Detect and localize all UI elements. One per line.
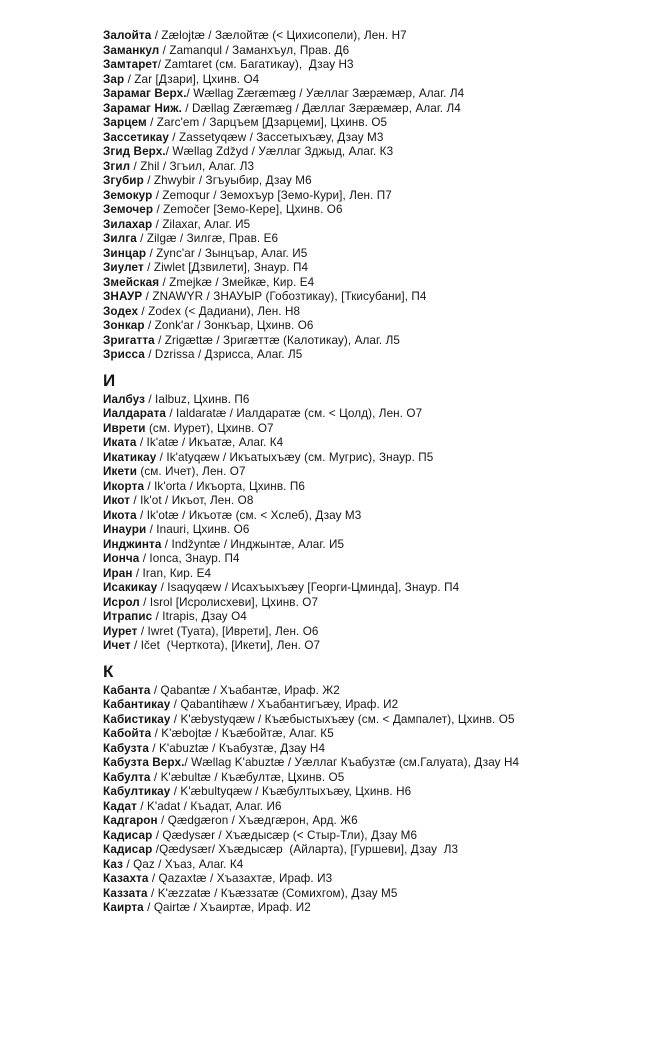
- entry-details: / Isaqyqæw / Исахъыхъæу [Георги-Цминда], Знаур. П4: [157, 581, 460, 594]
- entry-details: / K'æbystyqæw / Къæбыстыхъæу (см. < Дампалет), Цхинв. О5: [170, 712, 515, 726]
- toponym-entry: [103, 639, 583, 654]
- toponym-entry: [103, 887, 583, 902]
- entry-details: / Wællag Zdžyd / Уæллаг Зджыд, Алаг. К3: [165, 145, 394, 158]
- toponym-entry: [103, 29, 583, 44]
- entry-headword: Змейская: [103, 275, 160, 289]
- entry-headword: Кабистикау: [103, 712, 171, 726]
- entry-headword: Зарцем: [103, 116, 147, 129]
- entry-details: / K'æbultæ / Къæбултæ, Цхинв. О5: [150, 770, 345, 784]
- toponym-entry: [103, 610, 583, 625]
- entry-details: / Zrigættæ / Зригæттæ (Калотикау), Алаг. Л5: [154, 333, 401, 347]
- toponym-entry: [103, 73, 583, 88]
- entry-details: / Ik'orta / Икъорта, Цхинв. П6: [144, 479, 305, 493]
- entry-headword: Кабузта: [103, 741, 149, 755]
- entry-headword: Кабузта Верх.: [103, 756, 185, 769]
- entry-headword: Икорта: [103, 479, 145, 493]
- entry-headword: Исакикау: [103, 581, 158, 594]
- entry-details: / Ik'otæ / Икъотæ (см. < Хслеб), Дзау М3: [136, 508, 362, 522]
- entry-headword: Кадат: [103, 799, 137, 813]
- toponym-entry: [103, 509, 583, 524]
- entry-headword: Земочер: [103, 203, 154, 216]
- entry-details: / K'æzzatæ / Къæззатæ (Сомихгом), Дзау М5: [147, 886, 398, 900]
- toponym-entry: [103, 131, 583, 146]
- entry-headword: Казахта: [103, 872, 149, 885]
- toponym-entry: [103, 393, 583, 408]
- entry-headword: Зарамаг Верх.: [103, 87, 187, 100]
- entry-details: / Ialbuz, Цхинв. П6: [145, 392, 250, 406]
- entry-details: / Iwret (Туата), [Иврети], Лен. О6: [137, 624, 319, 638]
- entry-details: / Ik'atæ / Икъатæ, Алаг. К4: [136, 436, 284, 449]
- entry-details: / Ziwlet [Дзвилети], Знаур. П4: [143, 261, 309, 274]
- toponym-entry: [103, 771, 583, 786]
- entry-headword: Каз: [103, 857, 124, 871]
- toponym-entry: [103, 203, 583, 218]
- entry-details: (см. Иурет), Цхинв. О7: [145, 421, 274, 435]
- entry-details: / Zhwybir / Згъуыбир, Дзау М6: [143, 174, 312, 187]
- entry-details: (см. Ичет), Лен. О7: [137, 465, 246, 478]
- entry-details: / Ionca, Знаур. П4: [139, 552, 240, 565]
- entry-headword: Зрисса: [103, 348, 145, 361]
- toponym-entry: [103, 480, 583, 495]
- entry-headword: Инаури: [103, 523, 147, 536]
- entry-details: / Qaz / Хъаз, Алаг. К4: [123, 857, 244, 871]
- entry-headword: Каирта: [103, 901, 144, 914]
- toponym-entry: [103, 698, 583, 713]
- entry-details: / Zonk'ar / Зонкъар, Цхинв. О6: [144, 319, 314, 332]
- toponym-entry: [103, 407, 583, 422]
- toponym-entry: [103, 785, 583, 800]
- entry-headword: Кабулта: [103, 770, 151, 784]
- entry-details: / Iran, Кир. Е4: [132, 566, 212, 580]
- entry-details: / Wællag Zæræmæg / Уæллаг Зæрæмæр, Алаг. Л4: [186, 87, 465, 100]
- entry-details: / Zarc'em / Зарцъем [Дзарцеми], Цхинв. О5: [146, 116, 388, 129]
- toponym-entry: [103, 348, 583, 363]
- toponym-entry: [103, 451, 583, 466]
- toponym-entry: [103, 87, 583, 102]
- toponym-entry: [103, 334, 583, 349]
- toponym-entry: [103, 523, 583, 538]
- entry-headword: Залойта: [103, 29, 152, 42]
- toponym-entry: [103, 319, 583, 334]
- toponym-entry: [103, 44, 583, 59]
- entry-headword: Згид Верх.: [103, 145, 166, 158]
- section-heading: К: [103, 661, 114, 681]
- entry-details: / Zync'ar / Зынцъар, Алаг. И5: [146, 246, 308, 260]
- entry-details: / Inauri, Цхинв. О6: [146, 523, 250, 536]
- entry-details: / Indžyntæ / Инджынтæ, Алаг. И5: [161, 537, 345, 551]
- entry-headword: Зодех: [103, 304, 139, 318]
- entry-headword: Иалбуз: [103, 392, 145, 406]
- toponym-entry: [103, 247, 583, 262]
- entry-headword: Згил: [103, 159, 131, 173]
- entry-details: / Ik'ot / Икъот, Лен. О8: [130, 494, 254, 507]
- entry-details: / K'abuztæ / Къабузтæ, Дзау Н4: [148, 741, 326, 755]
- entry-details: / Qabantihæw / Хъабантигъæу, Ираф. И2: [170, 698, 399, 711]
- entry-headword: Зиулет: [103, 261, 144, 274]
- entry-headword: Кабантикау: [103, 698, 171, 711]
- toponym-entry: [103, 116, 583, 131]
- toponym-entry: [103, 538, 583, 553]
- toponym-entry: [103, 713, 583, 728]
- entry-headword: Кадисар: [103, 843, 153, 856]
- entry-details: / Itrapis, Дзау О4: [152, 610, 247, 623]
- entry-headword: Зар: [103, 72, 125, 86]
- entry-details: / Qabantæ / Хъабантæ, Ираф. Ж2: [150, 683, 340, 697]
- entry-headword: Зонкар: [103, 319, 145, 332]
- entry-details: / Qædysær / Хъæдысæр (< Стыр-Тли), Дзау М6: [152, 828, 418, 842]
- entry-headword: Исрол: [103, 595, 140, 609]
- toponym-entry: [103, 305, 583, 320]
- toponym-entry: [103, 232, 583, 247]
- section-heading: И: [103, 370, 116, 390]
- entry-details: / Zar [Дзари], Цхинв. О4: [124, 72, 260, 86]
- toponym-entry: [103, 843, 583, 858]
- entry-headword: Згубир: [103, 174, 144, 187]
- toponym-entry: [103, 276, 583, 291]
- toponym-entry: [103, 58, 583, 73]
- entry-details: / Zmejkæ / Змейкæ, Кир. Е4: [159, 275, 315, 289]
- entry-headword: Заманкул: [103, 43, 160, 57]
- toponym-entry: [103, 901, 583, 916]
- entry-details: / Qædgæron / Хъæдгæрон, Ард. Ж6: [157, 814, 358, 827]
- entry-headword: Кабойта: [103, 727, 152, 740]
- entry-headword: Иран: [103, 566, 133, 580]
- toponym-entry: [103, 567, 583, 582]
- entry-headword: Икатикау: [103, 450, 157, 464]
- toponym-entry: [103, 858, 583, 873]
- entry-headword: Икота: [103, 508, 137, 522]
- entry-headword: Инджинта: [103, 537, 162, 551]
- entry-details: / Zilgæ / Зилгæ, Прав. Е6: [136, 232, 279, 245]
- entry-details: / Qazaxtæ / Хъазахтæ, Ираф. И3: [148, 872, 333, 885]
- entry-headword: Земокур: [103, 188, 153, 202]
- entry-details: / Ičet (Черткота), [Икети], Лен. О7: [130, 639, 321, 652]
- entry-headword: Зарамаг Ниж.: [103, 101, 182, 115]
- toponym-entry: [103, 102, 583, 117]
- entry-details: / Zemoqur / Земохъур [Земо-Кури], Лен. П7: [152, 188, 392, 202]
- toponym-entry: [103, 422, 583, 437]
- entry-headword: Зилахар: [103, 217, 153, 231]
- entry-headword: Каззата: [103, 886, 148, 900]
- toponym-entry: [103, 872, 583, 887]
- entry-details: / Zilaxar, Алаг. И5: [152, 217, 251, 231]
- entry-headword: Зинцар: [103, 246, 147, 260]
- entry-headword: Кадисар: [103, 828, 153, 842]
- entry-details: / Isrol [Исролисхеви], Цхинв. О7: [139, 595, 319, 609]
- entry-headword: Зилга: [103, 232, 137, 245]
- entry-headword: Кадгарон: [103, 814, 158, 827]
- toponym-entry: [103, 189, 583, 204]
- entry-headword: Зригатта: [103, 333, 155, 347]
- entry-details: / K'æbojtæ / Къæбойтæ, Алаг. К5: [151, 727, 334, 740]
- toponym-entry: [103, 145, 583, 160]
- entry-details: / K'æbultyqæw / Къæбултыхъæу, Цхинв. Н6: [170, 785, 412, 798]
- toponym-entry: [103, 261, 583, 276]
- toponym-entry: [103, 727, 583, 742]
- entry-details: / Zamanqul / Заманхъул, Прав. Д6: [159, 43, 350, 57]
- entry-details: / Zælojtæ / Зæлойтæ (< Цихисопели), Лен. Н7: [151, 29, 407, 42]
- toponym-entry: [103, 814, 583, 829]
- entry-headword: Иврети: [103, 421, 146, 435]
- entry-details: / Zodex (< Дадиани), Лен. Н8: [138, 304, 301, 318]
- entry-details: / Dællag Zæræmæg / Дæллаг Зæрæмæр, Алаг. Л4: [181, 101, 461, 115]
- toponym-entry: [103, 684, 583, 699]
- toponym-entry: [103, 174, 583, 189]
- toponym-index: [103, 29, 583, 916]
- toponym-entry: [103, 465, 583, 480]
- entry-details: / Qairtæ / Хъаиртæ, Ираф. И2: [143, 901, 311, 914]
- toponym-entry: [103, 742, 583, 757]
- entry-headword: Кабултикау: [103, 785, 171, 798]
- toponym-entry: [103, 581, 583, 596]
- entry-details: / Wællag K'abuztæ / Уæллаг Къабузтæ (см.Галуата), Дзау Н4: [184, 756, 520, 769]
- toponym-entry: [103, 829, 583, 844]
- entry-headword: Кабанта: [103, 683, 151, 697]
- entry-details: /Qædysær/ Хъæдысæр (Айларта), [Гуршеви], Дзау Л3: [152, 843, 459, 856]
- toponym-entry: [103, 494, 583, 509]
- entry-details: / Zhil / Згъил, Алаг. Л3: [130, 159, 255, 173]
- entry-headword: Икети: [103, 465, 138, 478]
- entry-headword: Зассетикау: [103, 130, 169, 144]
- toponym-entry: [103, 552, 583, 567]
- entry-details: / Zamtaret (см. Багатикау), Дзау Н3: [157, 58, 354, 71]
- entry-details: / K'adat / Къадат, Алаг. И6: [136, 799, 282, 813]
- toponym-entry: [103, 800, 583, 815]
- entry-details: / Zassetyqæw / Зассетыхъæу, Дзау М3: [168, 130, 384, 144]
- toponym-entry: [103, 756, 583, 771]
- toponym-entry: [103, 596, 583, 611]
- entry-details: / ZNAWYR / ЗНАУЫР (Гобозтикау), [Ткисубани], П4: [142, 290, 427, 303]
- toponym-entry: [103, 436, 583, 451]
- toponym-entry: [103, 160, 583, 175]
- entry-headword: Ичет: [103, 639, 131, 652]
- entry-headword: Замтарет: [103, 58, 158, 71]
- entry-headword: Иалдарата: [103, 407, 167, 420]
- entry-headword: Иката: [103, 436, 137, 449]
- entry-details: / Dzrissa / Дзрисса, Алаг. Л5: [144, 348, 303, 361]
- entry-headword: ЗНАУР: [103, 290, 143, 303]
- entry-details: / Ialdaratæ / Иалдаратæ (см. < Цолд), Лен. О7: [166, 407, 423, 420]
- entry-headword: Ионча: [103, 552, 140, 565]
- entry-headword: Итрапис: [103, 610, 153, 623]
- entry-headword: Иурет: [103, 624, 138, 638]
- entry-details: / Zemočer [Земо-Кере], Цхинв. О6: [153, 203, 343, 216]
- toponym-entry: [103, 218, 583, 233]
- toponym-entry: [103, 625, 583, 640]
- entry-headword: Икот: [103, 494, 131, 507]
- entry-details: / Ik'atyqæw / Икъатыхъæу (см. Мугрис), Знаур. П5: [156, 450, 434, 464]
- toponym-entry: [103, 290, 583, 305]
